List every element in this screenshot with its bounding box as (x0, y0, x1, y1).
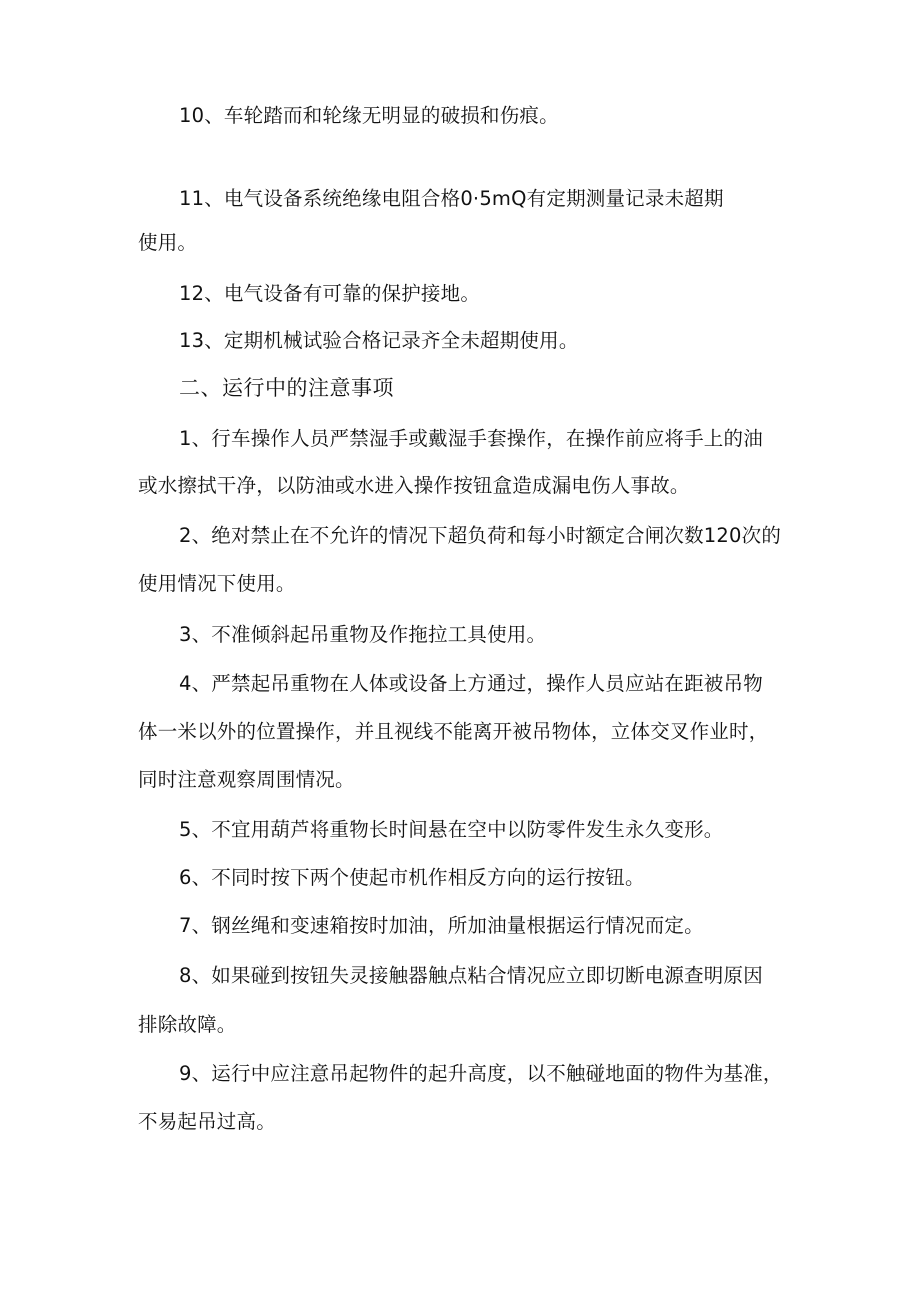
item-13: 13、定期机械试验合格记录齐全未超期使用。 (179, 329, 579, 352)
rule-8-line-2: 排除故障。 (138, 1013, 237, 1036)
item-10: 10、车轮踏而和轮缘无明显的破损和伤痕。 (179, 104, 559, 127)
rule-2-line-1: 2、绝对禁止在不允许的情况下超负荷和每小时额定合闸次数120次的 (179, 524, 782, 547)
rule-4-line-3: 同时注意观察周围情况。 (138, 768, 355, 791)
rule-1-line-2: 或水擦拭干净，以防油或水进入操作按钮盒造成漏电伤人事故。 (138, 474, 690, 497)
rule-9-line-1: 9、运行中应注意吊起物件的起升高度，以不触碰地面的物件为基准， (179, 1062, 783, 1085)
rule-5: 5、不宜用葫芦将重物长时间悬在空中以防零件发生永久变形。 (179, 818, 724, 841)
rule-6: 6、不同时按下两个使起市机作相反方向的运行按钮。 (179, 866, 645, 889)
item-11-line-1: 11、电气设备系统绝缘电阻合格0·5mQ有定期测量记录未超期 (179, 187, 724, 210)
rule-4-line-2: 体一米以外的位置操作，并且视线不能离开被吊物体，立体交叉作业时， (138, 720, 769, 743)
rule-2-line-2: 使用情况下使用。 (138, 572, 296, 595)
rule-3: 3、不准倾斜起吊重物及作拖拉工具使用。 (179, 623, 547, 646)
section-heading: 二、运行中的注意事项 (179, 376, 394, 400)
item-11-line-2: 使用。 (138, 231, 198, 254)
item-12: 12、电气设备有可靠的保护接地。 (179, 282, 481, 305)
rule-9-line-2: 不易起吊过高。 (138, 1110, 276, 1133)
rule-7: 7、钢丝绳和变速箱按时加油，所加油量根据运行情况而定。 (179, 914, 704, 937)
rule-1-line-1: 1、行车操作人员严禁湿手或戴湿手套操作，在操作前应将手上的油 (179, 427, 763, 450)
rule-4-line-1: 4、严禁起吊重物在人体或设备上方通过，操作人员应站在距被吊物 (179, 672, 763, 695)
rule-8-line-1: 8、如果碰到按钮失灵接触器触点粘合情况应立即切断电源查明原因 (179, 964, 763, 987)
